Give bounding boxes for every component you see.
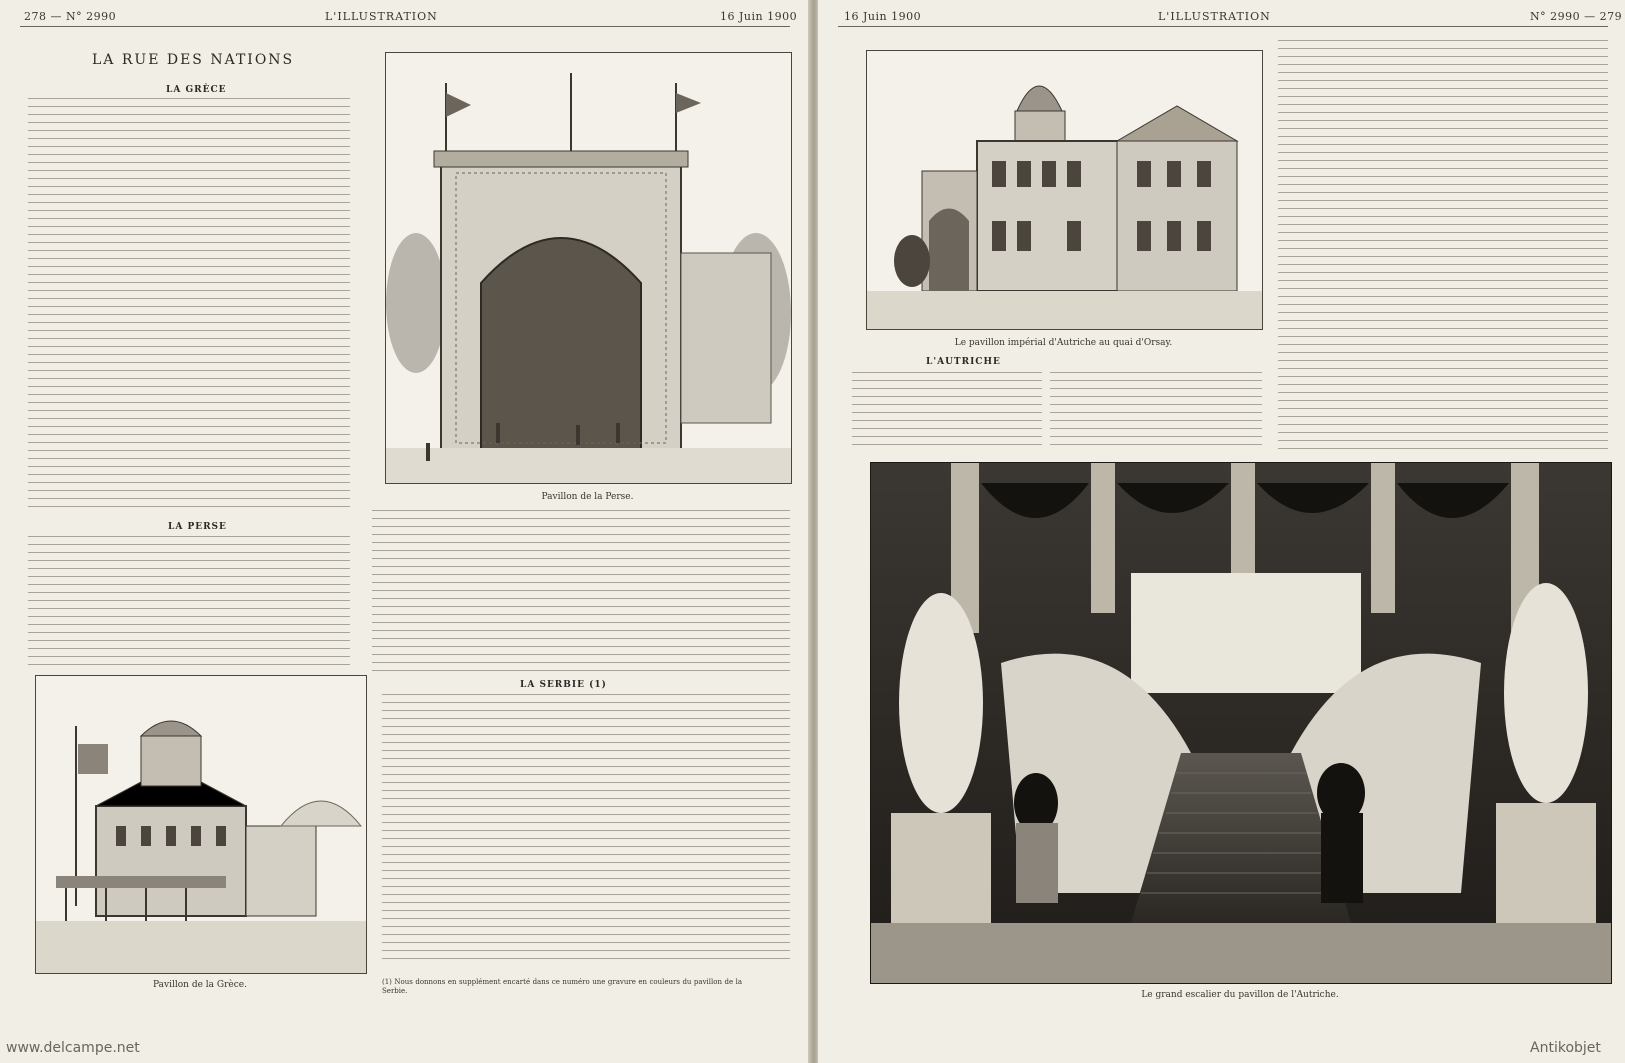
right-page-number: N° 2990 — 279	[1530, 10, 1623, 23]
caption-pavillon-perse: Pavillon de la Perse.	[541, 492, 634, 502]
caption-pavillon-autriche: Le pavillon impérial d'Autriche au quai d'Orsay.	[954, 338, 1173, 348]
watermark-left: www.delcampe.net	[6, 1040, 140, 1056]
left-header-rule	[20, 26, 790, 27]
caption-pavillon-grece: Pavillon de la Grèce.	[153, 980, 247, 990]
illustration-pavillon-perse	[385, 52, 792, 484]
right-header-rule	[838, 26, 1608, 27]
section-heading-serbie: LA SERBIE (1)	[520, 680, 607, 690]
caption-grand-escalier: Le grand escalier du pavillon de l'Autriche.	[1141, 990, 1339, 1000]
right-page	[818, 0, 1625, 1063]
illustration-pavillon-grece	[35, 675, 367, 974]
text-column-autriche-2	[1050, 372, 1262, 452]
photo-grand-escalier	[870, 462, 1612, 984]
left-date: 16 Juin 1900	[720, 10, 798, 23]
text-column-grece	[28, 98, 350, 510]
text-column-perse	[28, 536, 350, 668]
text-column-perse-right	[372, 510, 790, 675]
text-column-serbie	[382, 694, 790, 962]
section-heading-perse: LA PERSE	[168, 522, 227, 532]
illustration-pavillon-autriche	[866, 50, 1263, 330]
section-heading-grece: LA GRÈCE	[166, 85, 227, 95]
right-masthead: L'ILLUSTRATION	[1158, 10, 1271, 23]
left-page	[0, 0, 810, 1063]
left-masthead: L'ILLUSTRATION	[325, 10, 438, 23]
footnote-serbie: (1) Nous donnons en supplément encarté dans ce numéro une gravure en couleurs du pavillon de la Serbie.	[382, 978, 742, 995]
left-page-number: 278 — N° 2990	[24, 10, 117, 23]
right-date: 16 Juin 1900	[844, 10, 922, 23]
section-heading-autriche: L'AUTRICHE	[926, 357, 1001, 367]
article-title: LA RUE DES NATIONS	[92, 52, 295, 68]
text-column-autriche-3	[1278, 40, 1608, 450]
text-column-autriche-1	[852, 372, 1042, 452]
watermark-right: Antikobjet	[1530, 1040, 1601, 1056]
